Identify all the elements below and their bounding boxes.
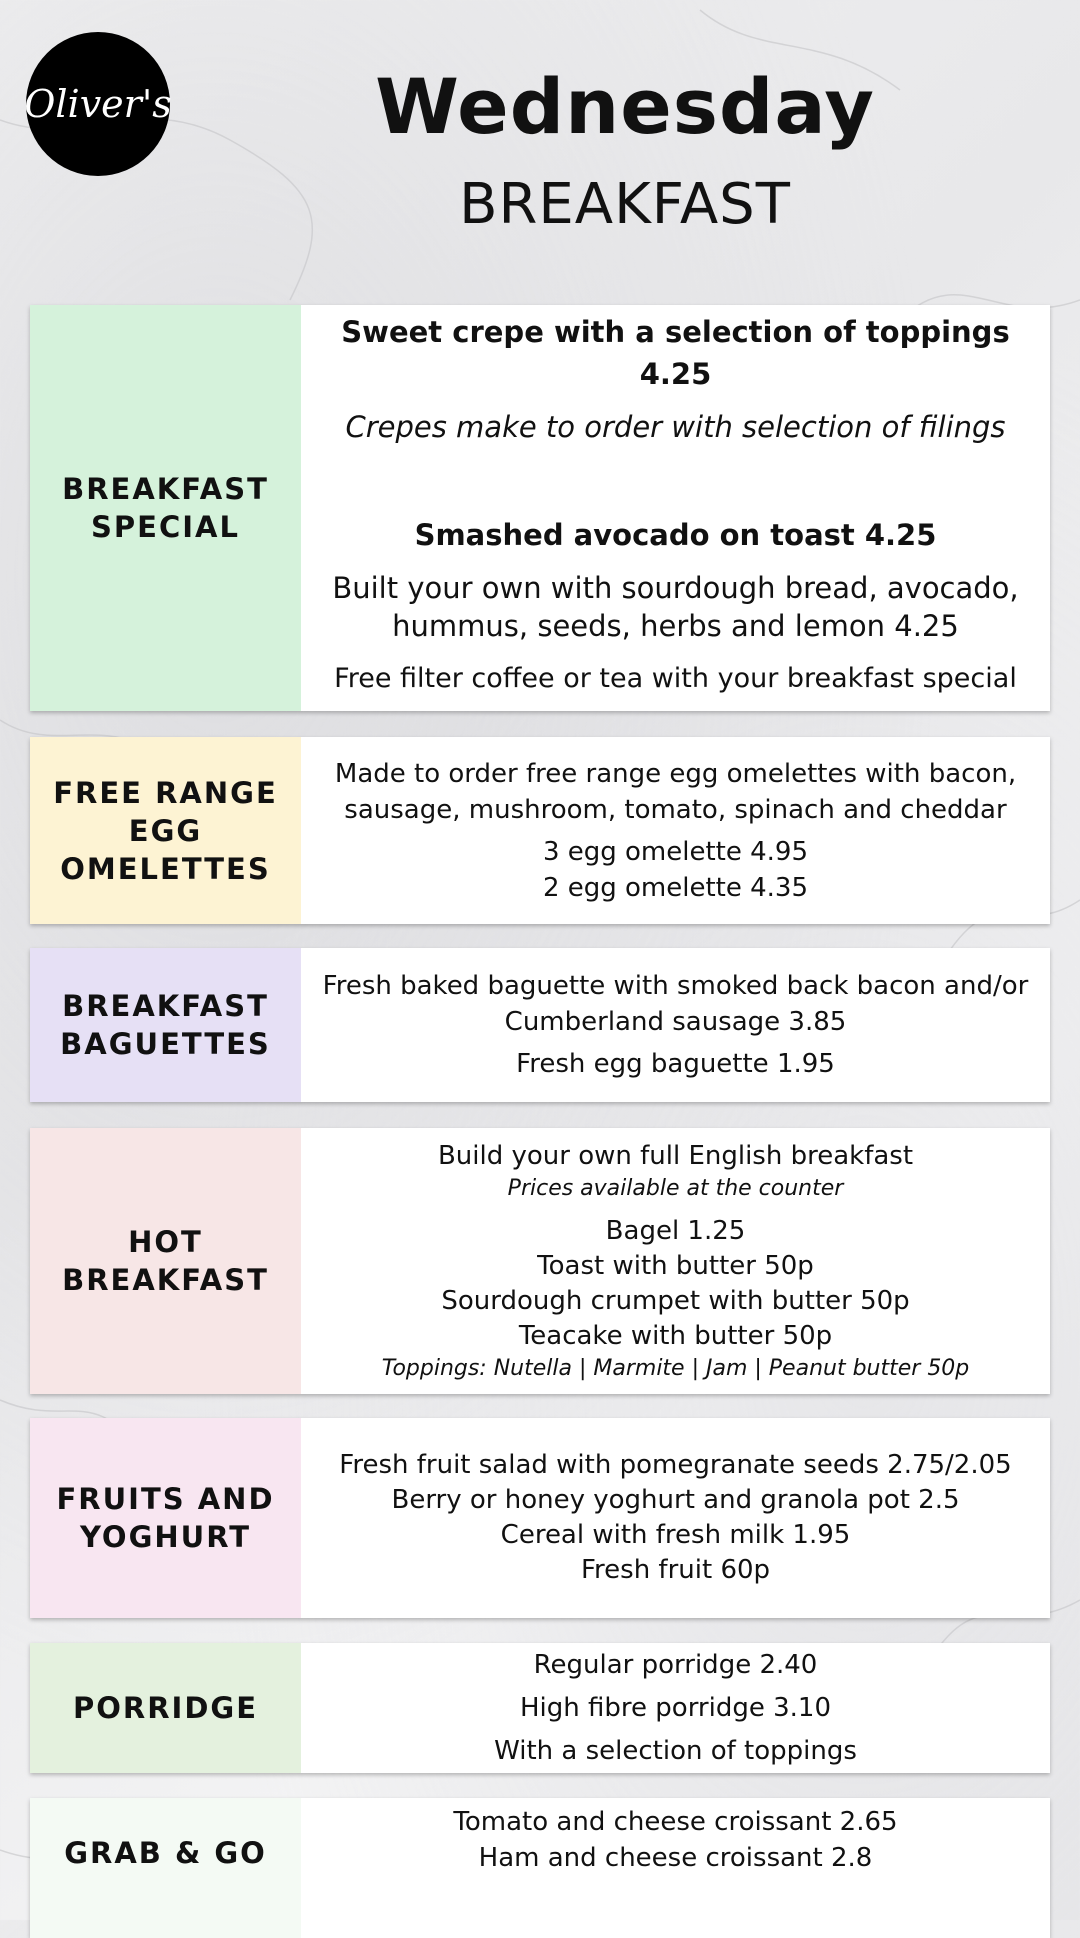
menu-item: Fresh fruit 60p xyxy=(580,1555,771,1585)
section-content xyxy=(301,737,1050,924)
section-content xyxy=(301,1128,1050,1394)
label-line: BREAKFAST xyxy=(62,1263,269,1297)
section-content xyxy=(301,1643,1050,1773)
menu-item: Berry or honey yoghurt and granola pot 2.5 xyxy=(391,1485,960,1515)
label-line: BREAKFAST xyxy=(62,989,269,1023)
menu-item: 2 egg omelette 4.35 xyxy=(542,872,809,903)
desc-line: Made to order free range egg omelettes with bacon, xyxy=(334,758,1017,789)
menu-item: Bagel 1.25 xyxy=(605,1215,746,1246)
section-label xyxy=(30,1128,301,1394)
label-line: BREAKFAST xyxy=(62,472,269,506)
section-porridge xyxy=(30,1643,1050,1773)
desc-line: hummus, seeds, herbs and lemon 4.25 xyxy=(392,609,959,643)
section-label xyxy=(30,948,301,1102)
section-baguettes xyxy=(30,948,1050,1102)
menu-item: Tomato and cheese croissant 2.65 xyxy=(453,1807,898,1837)
day-title: Wednesday xyxy=(375,62,875,151)
label-line: OMELETTES xyxy=(60,851,271,886)
free-drink-note: Free filter coffee or tea with your breakfast special xyxy=(334,663,1017,694)
label-line: BAGUETTES xyxy=(60,1027,271,1061)
olivers-logo: Oliver's xyxy=(26,32,170,176)
hot-breakfast-title: Build your own full English breakfast xyxy=(437,1140,914,1171)
label-line: PORRIDGE xyxy=(72,1691,259,1725)
desc-line: sausage, mushroom, tomato, spinach and cheddar xyxy=(344,794,1007,825)
section-content xyxy=(301,1418,1050,1618)
crepe-description: Crepes make to order with selection of filings xyxy=(345,410,1006,444)
label-line: YOGHURT xyxy=(79,1520,252,1554)
menu-item: With a selection of toppings xyxy=(494,1735,857,1766)
label-line: EGG xyxy=(128,813,203,848)
section-hot-breakfast xyxy=(30,1128,1050,1394)
menu-item: High fibre porridge 3.10 xyxy=(520,1692,831,1723)
section-omelettes xyxy=(30,737,1050,924)
price-note: Prices available at the counter xyxy=(507,1175,844,1201)
menu-item: Fresh egg baguette 1.95 xyxy=(516,1049,835,1079)
toppings-note: Toppings: Nutella | Marmite | Jam | Peanut butter 50p xyxy=(381,1355,970,1381)
section-grab-go xyxy=(30,1798,1050,1938)
menu-item: Teacake with butter 50p xyxy=(518,1320,833,1351)
desc-line: Cumberland sausage 3.85 xyxy=(504,1007,847,1037)
section-label xyxy=(30,737,301,924)
menu-item: Toast with butter 50p xyxy=(537,1250,814,1281)
desc-line: Built your own with sourdough bread, avocado, xyxy=(332,571,1019,605)
section-breakfast-special xyxy=(30,305,1050,711)
meal-title: BREAKFAST xyxy=(459,172,791,237)
section-label xyxy=(30,305,301,711)
menu-item: Cereal with fresh milk 1.95 xyxy=(500,1520,851,1550)
section-content xyxy=(301,1798,1050,1938)
label-line: SPECIAL xyxy=(91,510,240,544)
menu-item: 3 egg omelette 4.95 xyxy=(542,836,809,867)
menu-item: Ham and cheese croissant 2.8 xyxy=(478,1843,873,1873)
section-content xyxy=(301,305,1050,711)
section-fruits-yoghurt xyxy=(30,1418,1050,1618)
menu-item: Fresh fruit salad with pomegranate seeds 2.75/2.05 xyxy=(339,1450,1012,1480)
section-content xyxy=(301,948,1050,1102)
section-label xyxy=(30,1798,301,1938)
crepe-title: Sweet crepe with a selection of toppings 4.25 xyxy=(341,315,1010,391)
avocado-title: Smashed avocado on toast 4.25 xyxy=(414,518,937,552)
avocado-description xyxy=(332,569,1018,645)
label-line: FREE RANGE xyxy=(53,775,278,810)
section-label xyxy=(30,1418,301,1618)
menu-item: Regular porridge 2.40 xyxy=(533,1649,818,1680)
desc-line: Fresh baked baguette with smoked back bacon and/or xyxy=(322,971,1029,1001)
label-line: HOT xyxy=(128,1225,203,1259)
section-label xyxy=(30,1643,301,1773)
label-line: FRUITS AND xyxy=(56,1482,275,1516)
label-line: GRAB & GO xyxy=(64,1836,267,1870)
menu-item: Sourdough crumpet with butter 50p xyxy=(441,1285,910,1316)
